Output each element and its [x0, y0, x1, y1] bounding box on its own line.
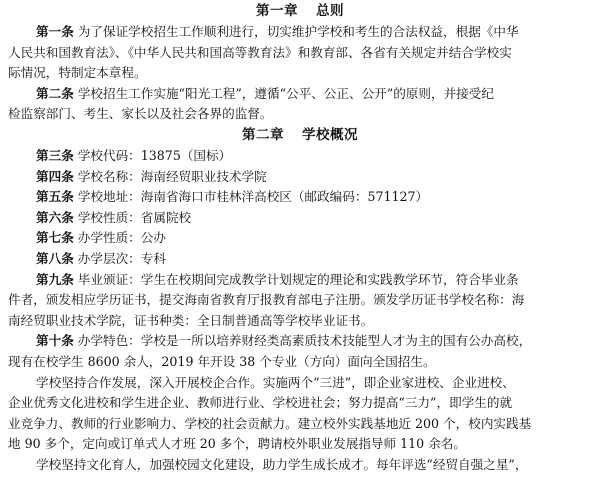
chapter-1-number: 第一章 — [256, 3, 298, 19]
article-2 — [0, 84, 600, 125]
paragraph-cooperation-line-3: 业竞争力、教师的行业影响力、学校的社会贡献力。建立校外实践基地近 200 个，校内实践基 — [8, 415, 532, 431]
article-4 — [0, 167, 600, 188]
article-4-label: 第四条 — [36, 168, 74, 184]
chapter-2-title: 学校概况 — [302, 126, 358, 143]
article-9-line-3: 南经贸职业技术学院，证书种类：全日制普通高等学校毕业证书。 — [8, 312, 374, 328]
article-5 — [0, 187, 600, 208]
article-5-label: 第五条 — [36, 189, 74, 205]
chapter-1-heading — [0, 1, 600, 22]
article-1-line-2: 人民共和国教育法》、《中华人民共和国高等教育法》和教育部、各省有关规定并结合学校实 — [8, 44, 512, 60]
article-4-text: 学校名称：海南经贸职业技术学院 — [77, 168, 267, 184]
article-3 — [0, 146, 600, 167]
article-9 — [0, 270, 600, 332]
article-9-line-2: 件者，颁发相应学历证书，提交海南省教育厅报教育部电子注册。颁发学历证书学校名称：海 — [8, 292, 525, 308]
article-9-label: 第九条 — [36, 271, 74, 287]
article-6 — [0, 208, 600, 229]
article-2-label: 第二条 — [36, 85, 74, 101]
article-10-label: 第十条 — [36, 333, 74, 349]
article-9-line-1: 毕业颁证：学生在校期间完成教学计划规定的理论和实践教学环节，符合毕业条 — [77, 271, 519, 287]
chapter-2-heading — [0, 125, 600, 146]
article-1-label: 第一条 — [36, 24, 74, 39]
paragraph-culture-line-1: 学校坚持文化育人，加强校园文化建设，助力学生成长成才。每年评选“经贸自强之星”， — [36, 456, 528, 472]
article-3-label: 第三条 — [36, 147, 74, 163]
paragraph-cooperation-line-2: 企业优秀文化进校和学生进企业、教师进行业、学校进社会；努力提高“三力”，即学生的就 — [8, 395, 513, 411]
article-3-text: 学校代码：13875（国标） — [77, 147, 232, 163]
paragraph-cooperation-line-1: 学校坚持合作发展，深入开展校企合作。实施两个“三进”，即企业家进校、企业进校、 — [36, 374, 515, 390]
article-5-text: 学校地址：海南省海口市桂林洋高校区（邮政编码：571127） — [77, 189, 429, 205]
article-10-line-2: 现有在校学生 8600 余人，2019 年开设 38 个专业（方向）面向全国招生。 — [8, 353, 436, 369]
article-8-text: 办学层次：专科 — [77, 250, 166, 266]
article-6-label: 第六条 — [36, 209, 74, 225]
paragraph-cooperation-line-4: 地 90 多个，定向或订单式人才班 20 多个，聘请校外职业发展指导师 110 余名。 — [8, 436, 466, 452]
article-1 — [0, 22, 600, 84]
article-8-label: 第八条 — [36, 250, 74, 266]
article-2-line-1: 学校招生工作实施“阳光工程”，遵循“公平、公正、公开”的原则，并接受纪 — [77, 85, 494, 101]
chapter-2-number: 第二章 — [242, 126, 284, 143]
paragraph-culture — [0, 455, 600, 476]
article-7 — [0, 228, 600, 249]
article-1-line-1: 为了保证学校招生工作顺利进行，切实维护学校和考生的合法权益，根据《中华 — [77, 24, 519, 39]
article-10 — [0, 331, 600, 372]
article-8 — [0, 249, 600, 270]
article-6-text: 学校性质：省属院校 — [77, 209, 192, 225]
article-10-line-1: 办学特色：学校是一所以培养财经类高素质技术技能型人才为主的国有公办高校， — [77, 333, 532, 349]
article-7-label: 第七条 — [36, 230, 74, 246]
chapter-1-title: 总则 — [316, 3, 344, 19]
article-7-text: 办学性质：公办 — [77, 230, 166, 246]
article-2-line-2: 检监察部门、考生、家长以及社会各界的监督。 — [8, 106, 273, 122]
paragraph-cooperation — [0, 373, 600, 455]
article-1-line-3: 际情况，特制定本章程。 — [8, 65, 147, 81]
